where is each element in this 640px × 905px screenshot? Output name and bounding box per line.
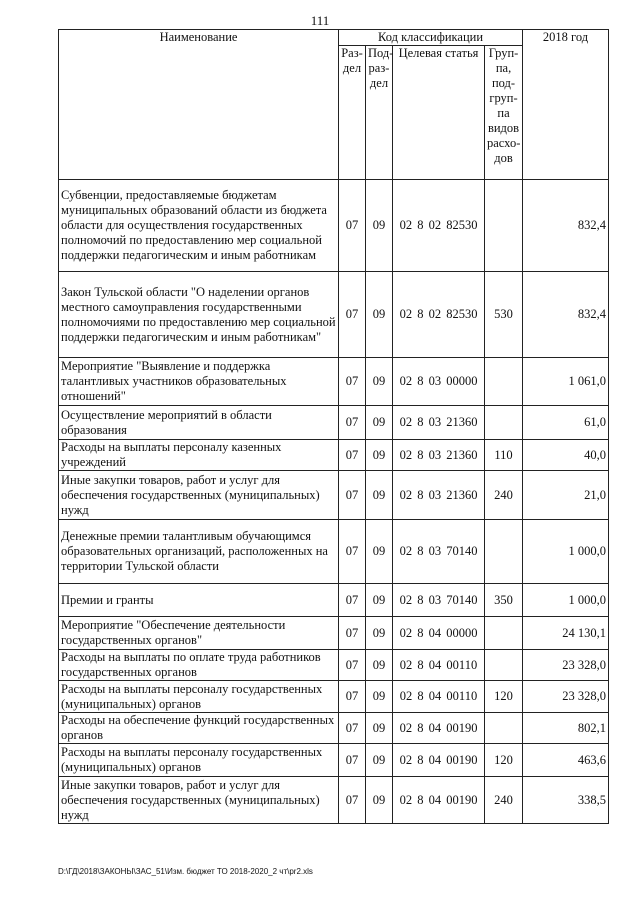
row-name: Мероприятие "Выявление и поддержка талантливых участников образовательных отношений"	[59, 358, 339, 406]
row-expense-type: 530	[485, 272, 523, 358]
row-expense-type	[485, 617, 523, 650]
row-target-article: 02 8 03 70140	[393, 520, 485, 584]
header-target-article: Целевая статья	[393, 46, 485, 180]
row-name: Расходы на выплаты персоналу казенных учреждений	[59, 440, 339, 471]
row-section: 07	[339, 777, 366, 824]
row-amount: 21,0	[523, 471, 609, 520]
row-expense-type	[485, 180, 523, 272]
table-row	[59, 713, 609, 744]
row-subsection: 09	[366, 713, 393, 744]
table-row	[59, 180, 609, 272]
row-expense-type: 120	[485, 681, 523, 713]
row-name: Расходы на выплаты по оплате труда работников государственных органов	[59, 650, 339, 681]
row-name: Расходы на обеспечение функций государственных органов	[59, 713, 339, 744]
table-row	[59, 471, 609, 520]
row-section: 07	[339, 617, 366, 650]
row-target-article: 02 8 04 00110	[393, 650, 485, 681]
row-name: Мероприятие "Обеспечение деятельности государственных органов"	[59, 617, 339, 650]
header-year: 2018 год	[523, 30, 609, 180]
row-amount: 832,4	[523, 180, 609, 272]
budget-table	[58, 29, 609, 824]
row-subsection: 09	[366, 584, 393, 617]
row-amount: 802,1	[523, 713, 609, 744]
header-subsection: Под-раз-дел	[366, 46, 393, 180]
row-section: 07	[339, 713, 366, 744]
row-name: Денежные премии талантливым обучающимся образовательных организаций, расположенных на территории Тульской области	[59, 520, 339, 584]
row-section: 07	[339, 406, 366, 440]
table-row	[59, 406, 609, 440]
row-name: Расходы на выплаты персоналу государственных (муниципальных) органов	[59, 681, 339, 713]
row-target-article: 02 8 04 00190	[393, 777, 485, 824]
row-amount: 463,6	[523, 744, 609, 777]
table-row	[59, 744, 609, 777]
row-subsection: 09	[366, 406, 393, 440]
row-target-article: 02 8 03 00000	[393, 358, 485, 406]
row-subsection: 09	[366, 650, 393, 681]
row-subsection: 09	[366, 440, 393, 471]
row-target-article: 02 8 03 21360	[393, 406, 485, 440]
row-section: 07	[339, 584, 366, 617]
row-name: Иные закупки товаров, работ и услуг для обеспечения государственных (муниципальных) нужд	[59, 777, 339, 824]
row-amount: 61,0	[523, 406, 609, 440]
row-subsection: 09	[366, 471, 393, 520]
row-amount: 23 328,0	[523, 650, 609, 681]
header-section: Раз-дел	[339, 46, 366, 180]
row-subsection: 09	[366, 617, 393, 650]
table-row	[59, 650, 609, 681]
row-amount: 1 061,0	[523, 358, 609, 406]
row-amount: 23 328,0	[523, 681, 609, 713]
row-target-article: 02 8 04 00190	[393, 713, 485, 744]
table-row	[59, 681, 609, 713]
row-expense-type: 240	[485, 471, 523, 520]
header-name: Наименование	[59, 30, 339, 180]
row-section: 07	[339, 650, 366, 681]
row-name: Расходы на выплаты персоналу государственных (муниципальных) органов	[59, 744, 339, 777]
row-section: 07	[339, 272, 366, 358]
table-row	[59, 777, 609, 824]
row-expense-type	[485, 650, 523, 681]
row-amount: 40,0	[523, 440, 609, 471]
row-target-article: 02 8 03 21360	[393, 440, 485, 471]
row-amount: 1 000,0	[523, 584, 609, 617]
row-name: Субвенции, предоставляемые бюджетам муниципальных образований области из бюджета области для осуществления государственных полномочий по предоставлению мер социальной поддержки педагогическим и иным работникам	[59, 180, 339, 272]
table-body	[59, 180, 609, 824]
row-name: Закон Тульской области "О наделении органов местного самоуправления государственными полномочиями по предоставлению мер социальной поддержки педагогическим и иным работникам"	[59, 272, 339, 358]
row-subsection: 09	[366, 777, 393, 824]
row-section: 07	[339, 681, 366, 713]
row-section: 07	[339, 744, 366, 777]
row-expense-type: 240	[485, 777, 523, 824]
footer-file-path: D:\ГД\2018\ЗАКОНЫ\ЗАС_51\Изм. бюджет ТО 2018-2020_2 чт\pr2.xls	[58, 867, 313, 876]
row-name: Премии и гранты	[59, 584, 339, 617]
table-row	[59, 440, 609, 471]
table-row	[59, 584, 609, 617]
row-expense-type	[485, 713, 523, 744]
table-row	[59, 617, 609, 650]
row-section: 07	[339, 520, 366, 584]
row-subsection: 09	[366, 180, 393, 272]
row-subsection: 09	[366, 272, 393, 358]
header-expense-type-group: Груп-па, под-груп-па видов расхо-дов	[485, 46, 523, 180]
row-target-article: 02 8 04 00190	[393, 744, 485, 777]
row-target-article: 02 8 03 21360	[393, 471, 485, 520]
row-subsection: 09	[366, 520, 393, 584]
table-row	[59, 358, 609, 406]
row-target-article: 02 8 03 70140	[393, 584, 485, 617]
page-number: 111	[310, 13, 330, 28]
row-expense-type	[485, 358, 523, 406]
row-expense-type: 120	[485, 744, 523, 777]
row-amount: 338,5	[523, 777, 609, 824]
row-name: Иные закупки товаров, работ и услуг для обеспечения государственных (муниципальных) нужд	[59, 471, 339, 520]
row-expense-type	[485, 406, 523, 440]
row-amount: 1 000,0	[523, 520, 609, 584]
row-target-article: 02 8 02 82530	[393, 180, 485, 272]
header-classification-code: Код классификации	[339, 30, 523, 46]
table-row	[59, 272, 609, 358]
row-section: 07	[339, 358, 366, 406]
row-section: 07	[339, 440, 366, 471]
row-target-article: 02 8 04 00110	[393, 681, 485, 713]
row-amount: 24 130,1	[523, 617, 609, 650]
row-subsection: 09	[366, 681, 393, 713]
row-subsection: 09	[366, 358, 393, 406]
row-section: 07	[339, 180, 366, 272]
row-expense-type: 350	[485, 584, 523, 617]
row-expense-type: 110	[485, 440, 523, 471]
row-section: 07	[339, 471, 366, 520]
row-amount: 832,4	[523, 272, 609, 358]
table-row	[59, 520, 609, 584]
row-expense-type	[485, 520, 523, 584]
row-target-article: 02 8 02 82530	[393, 272, 485, 358]
row-subsection: 09	[366, 744, 393, 777]
row-name: Осуществление мероприятий в области образования	[59, 406, 339, 440]
table-header	[59, 30, 609, 180]
row-target-article: 02 8 04 00000	[393, 617, 485, 650]
